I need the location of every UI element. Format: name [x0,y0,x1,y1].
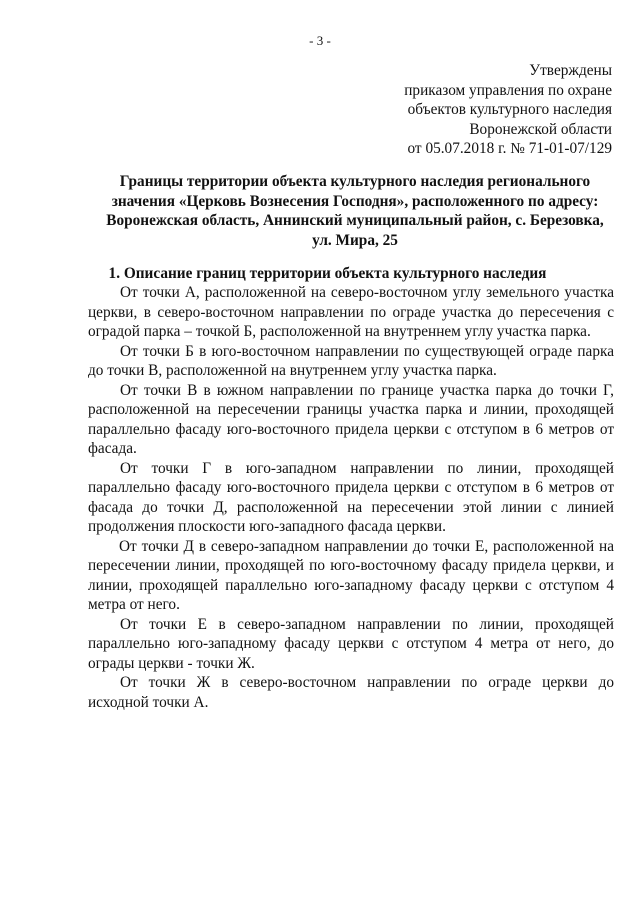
paragraph: От точки Д в северо-западном направлении до точки Е, расположенной на пересечении линии, проходящей по юго-восточному фасаду придела церкви, и линии, проходящей параллельно юго-западному фасаду церкви с отступом 4 метра от него. [88,537,614,613]
approval-line: Воронежской области [469,120,612,138]
approval-line: Утверждены [529,62,612,79]
section-heading: 1. Описание границ территории объекта культурного наследия [108,265,547,282]
paragraph: От точки А, расположенной на северо-восточном углу земельного участка церкви, в северо-восточном направлении по ограде участка до пересечения с оградой парка – точкой Б, расположенной на внутреннем углу участка парка. [88,284,614,340]
paragraph: От точки Г в юго-западном направлении по линии, проходящей параллельно фасаду юго-восточного придела церкви с отступом в 6 метров от фасада до точки Д, расположенной на пересечении этой линии с линией продолжения плоскости юго-западного фасада церкви. [88,459,614,535]
paragraph: От точки Б в юго-восточном направлении по существующей ограде парка до точки В, расположенной на внутреннем углу участка парка. [88,342,614,379]
paragraph: От точки Ж в северо-восточном направлении по ограде церкви до исходной точки А. [88,674,614,711]
approval-block [404,61,612,159]
approval-line: приказом управления по охране [404,81,612,99]
document-title: Границы территории объекта культурного наследия регионального значения «Церковь Вознесения Господня», расположенного по адресу: Воронежская область, Аннинский муниципальный район, с. Березовка, ул. Мира, 25 [106,173,604,249]
paragraph: От точки Е в северо-западном направлении по линии, проходящей параллельно юго-западному фасаду церкви с отступом 4 метра от него, до ограды церкви - точки Ж. [88,615,614,672]
page-number: - 3 - [309,33,331,48]
approval-line: от 05.07.2018 г. № 71-01-07/129 [407,140,612,157]
body-text [88,283,614,712]
approval-line: объектов культурного наследия [407,101,612,118]
paragraph: От точки В в южном направлении по границе участка парка до точки Г, расположенной на пересечении границы участка парка и линии, проходящей параллельно фасаду юго-восточного придела церкви с отступом в 6 метров от фасада. [88,381,614,457]
